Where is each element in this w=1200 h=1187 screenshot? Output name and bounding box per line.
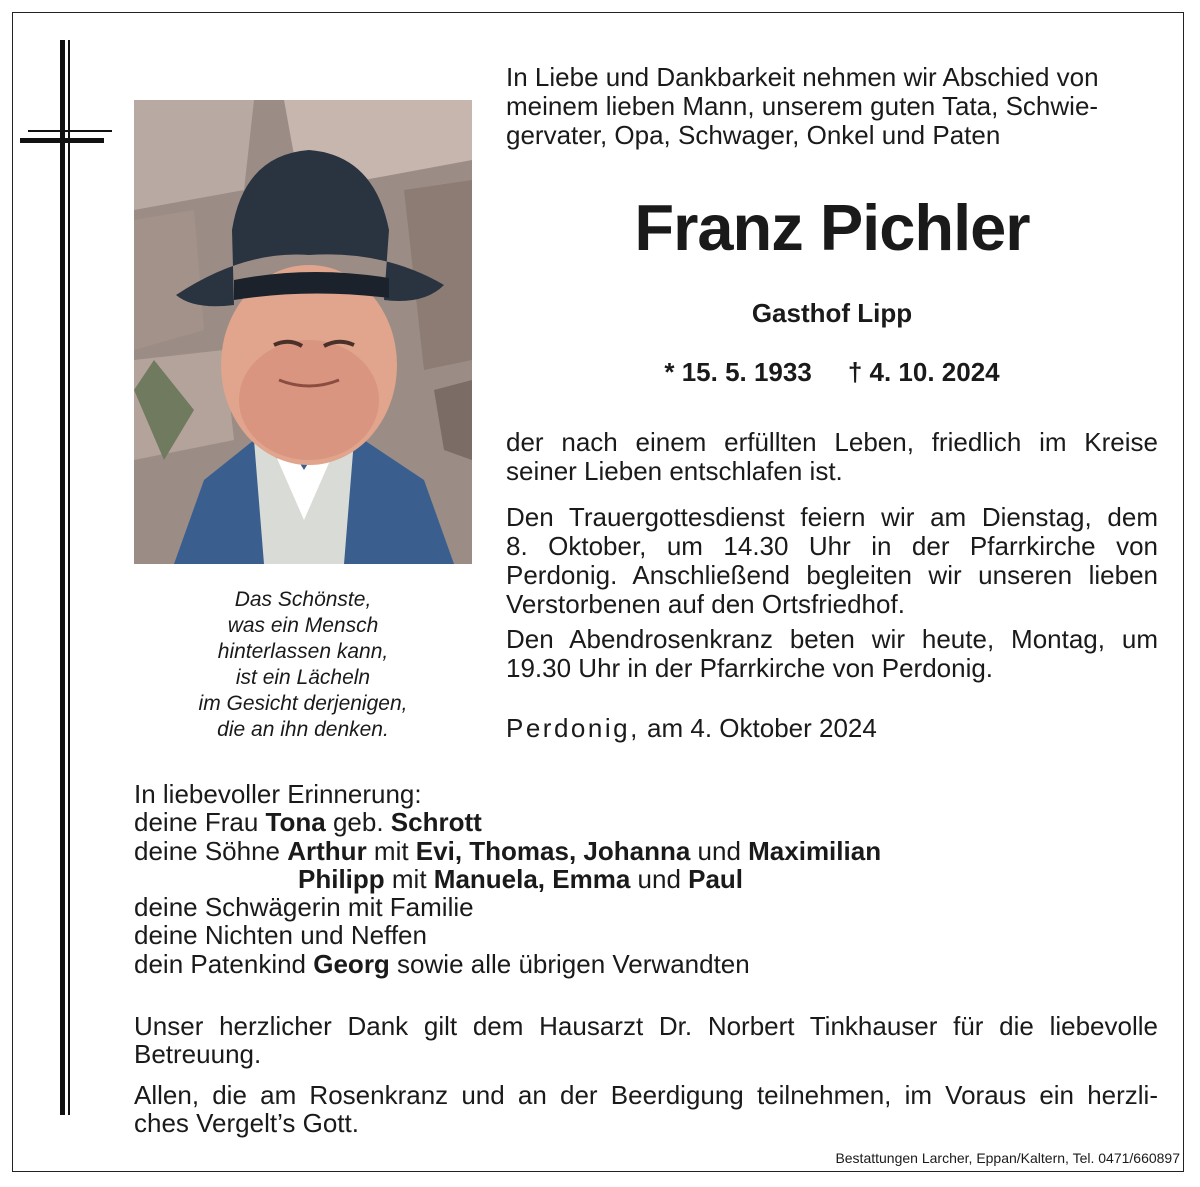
quote-line: was ein Mensch bbox=[227, 614, 379, 637]
funeral-home-footer: Bestattungen Larcher, Eppan/Kaltern, Tel. 0471/660897 bbox=[835, 1150, 1180, 1166]
subtitle: Gasthof Lipp bbox=[751, 298, 913, 328]
paragraph-line: Den Trauergottesdienst feiern wir am Dienstag, dem bbox=[506, 502, 1158, 532]
paragraph-passing bbox=[506, 428, 1158, 486]
thanks-line: Unser herzlicher Dank gilt dem Hausarzt Dr. Norbert Tinkhauser für die liebevolle bbox=[134, 1011, 1158, 1041]
portrait-photo bbox=[134, 100, 472, 564]
death-date: † 4. 10. 2024 bbox=[847, 357, 1000, 387]
quote-line: hinterlassen kann, bbox=[217, 640, 389, 663]
paragraph-line: 19.30 Uhr in der Pfarrkirche von Perdonig. bbox=[506, 653, 994, 683]
quote-line: Das Schönste, bbox=[234, 588, 372, 611]
family-list bbox=[134, 780, 881, 978]
family-godchild: dein Patenkind Georg sowie alle übrigen Verwandten bbox=[134, 948, 750, 979]
quote-line: die an ihn denken. bbox=[217, 718, 389, 741]
family-sons: deine Söhne Arthur mit Evi, Thomas, Johanna und Maximilian bbox=[134, 835, 882, 866]
paragraph-line: der nach einem erfüllten Leben, friedlich im Kreise bbox=[506, 427, 1158, 457]
thanks-line: Allen, die am Rosenkranz und an der Beerdigung teilnehmen, im Voraus ein herzli- bbox=[134, 1080, 1158, 1110]
paragraph-funeral bbox=[506, 503, 1158, 619]
notice-date: am 4. Oktober 2024 bbox=[647, 713, 877, 743]
paragraph-line: 8. Oktober, um 14.30 Uhr in der Pfarrkirche von bbox=[506, 531, 1158, 561]
quote-line: ist ein Lächeln bbox=[235, 666, 371, 689]
quote-line: im Gesicht derjenigen, bbox=[198, 692, 408, 715]
family-sons-2: Philipp mit Manuela, Emma und Paul bbox=[298, 863, 744, 894]
intro-text bbox=[506, 63, 1158, 150]
paragraph-rosary bbox=[506, 625, 1158, 683]
birth-date: * 15. 5. 1933 bbox=[664, 357, 812, 387]
thanks-doctor bbox=[134, 1012, 1158, 1068]
intro-line: gervater, Opa, Schwager, Onkel und Paten bbox=[506, 120, 1001, 150]
place-date bbox=[506, 713, 877, 744]
family-wife: deine Frau Tona geb. Schrott bbox=[134, 807, 482, 838]
paragraph-line: seiner Lieben entschlafen ist. bbox=[506, 456, 843, 486]
life-dates bbox=[506, 357, 1158, 388]
paragraph-line: Perdonig. Anschließend begleiten wir unseren lieben bbox=[506, 560, 1158, 590]
thanks-line: Betreuung. bbox=[134, 1039, 262, 1069]
family-heading: In liebevoller Erinnerung: bbox=[134, 779, 422, 809]
thanks-line: ches Vergelt’s Gott. bbox=[134, 1108, 359, 1138]
deceased-name: Franz Pichler bbox=[634, 191, 1030, 264]
family-nieces: deine Nichten und Neffen bbox=[134, 920, 427, 951]
paragraph-line: Verstorbenen auf den Ortsfriedhof. bbox=[506, 589, 905, 619]
family-sister-in-law: deine Schwägerin mit Familie bbox=[134, 892, 474, 923]
memorial-quote bbox=[134, 587, 472, 743]
place-name: Perdonig, bbox=[506, 713, 640, 743]
thanks-all bbox=[134, 1081, 1158, 1137]
intro-line: In Liebe und Dankbarkeit nehmen wir Abschied von bbox=[506, 62, 1099, 92]
paragraph-line: Den Abendrosenkranz beten wir heute, Montag, um bbox=[506, 624, 1158, 654]
intro-line: meinem lieben Mann, unserem guten Tata, Schwie- bbox=[506, 91, 1099, 121]
